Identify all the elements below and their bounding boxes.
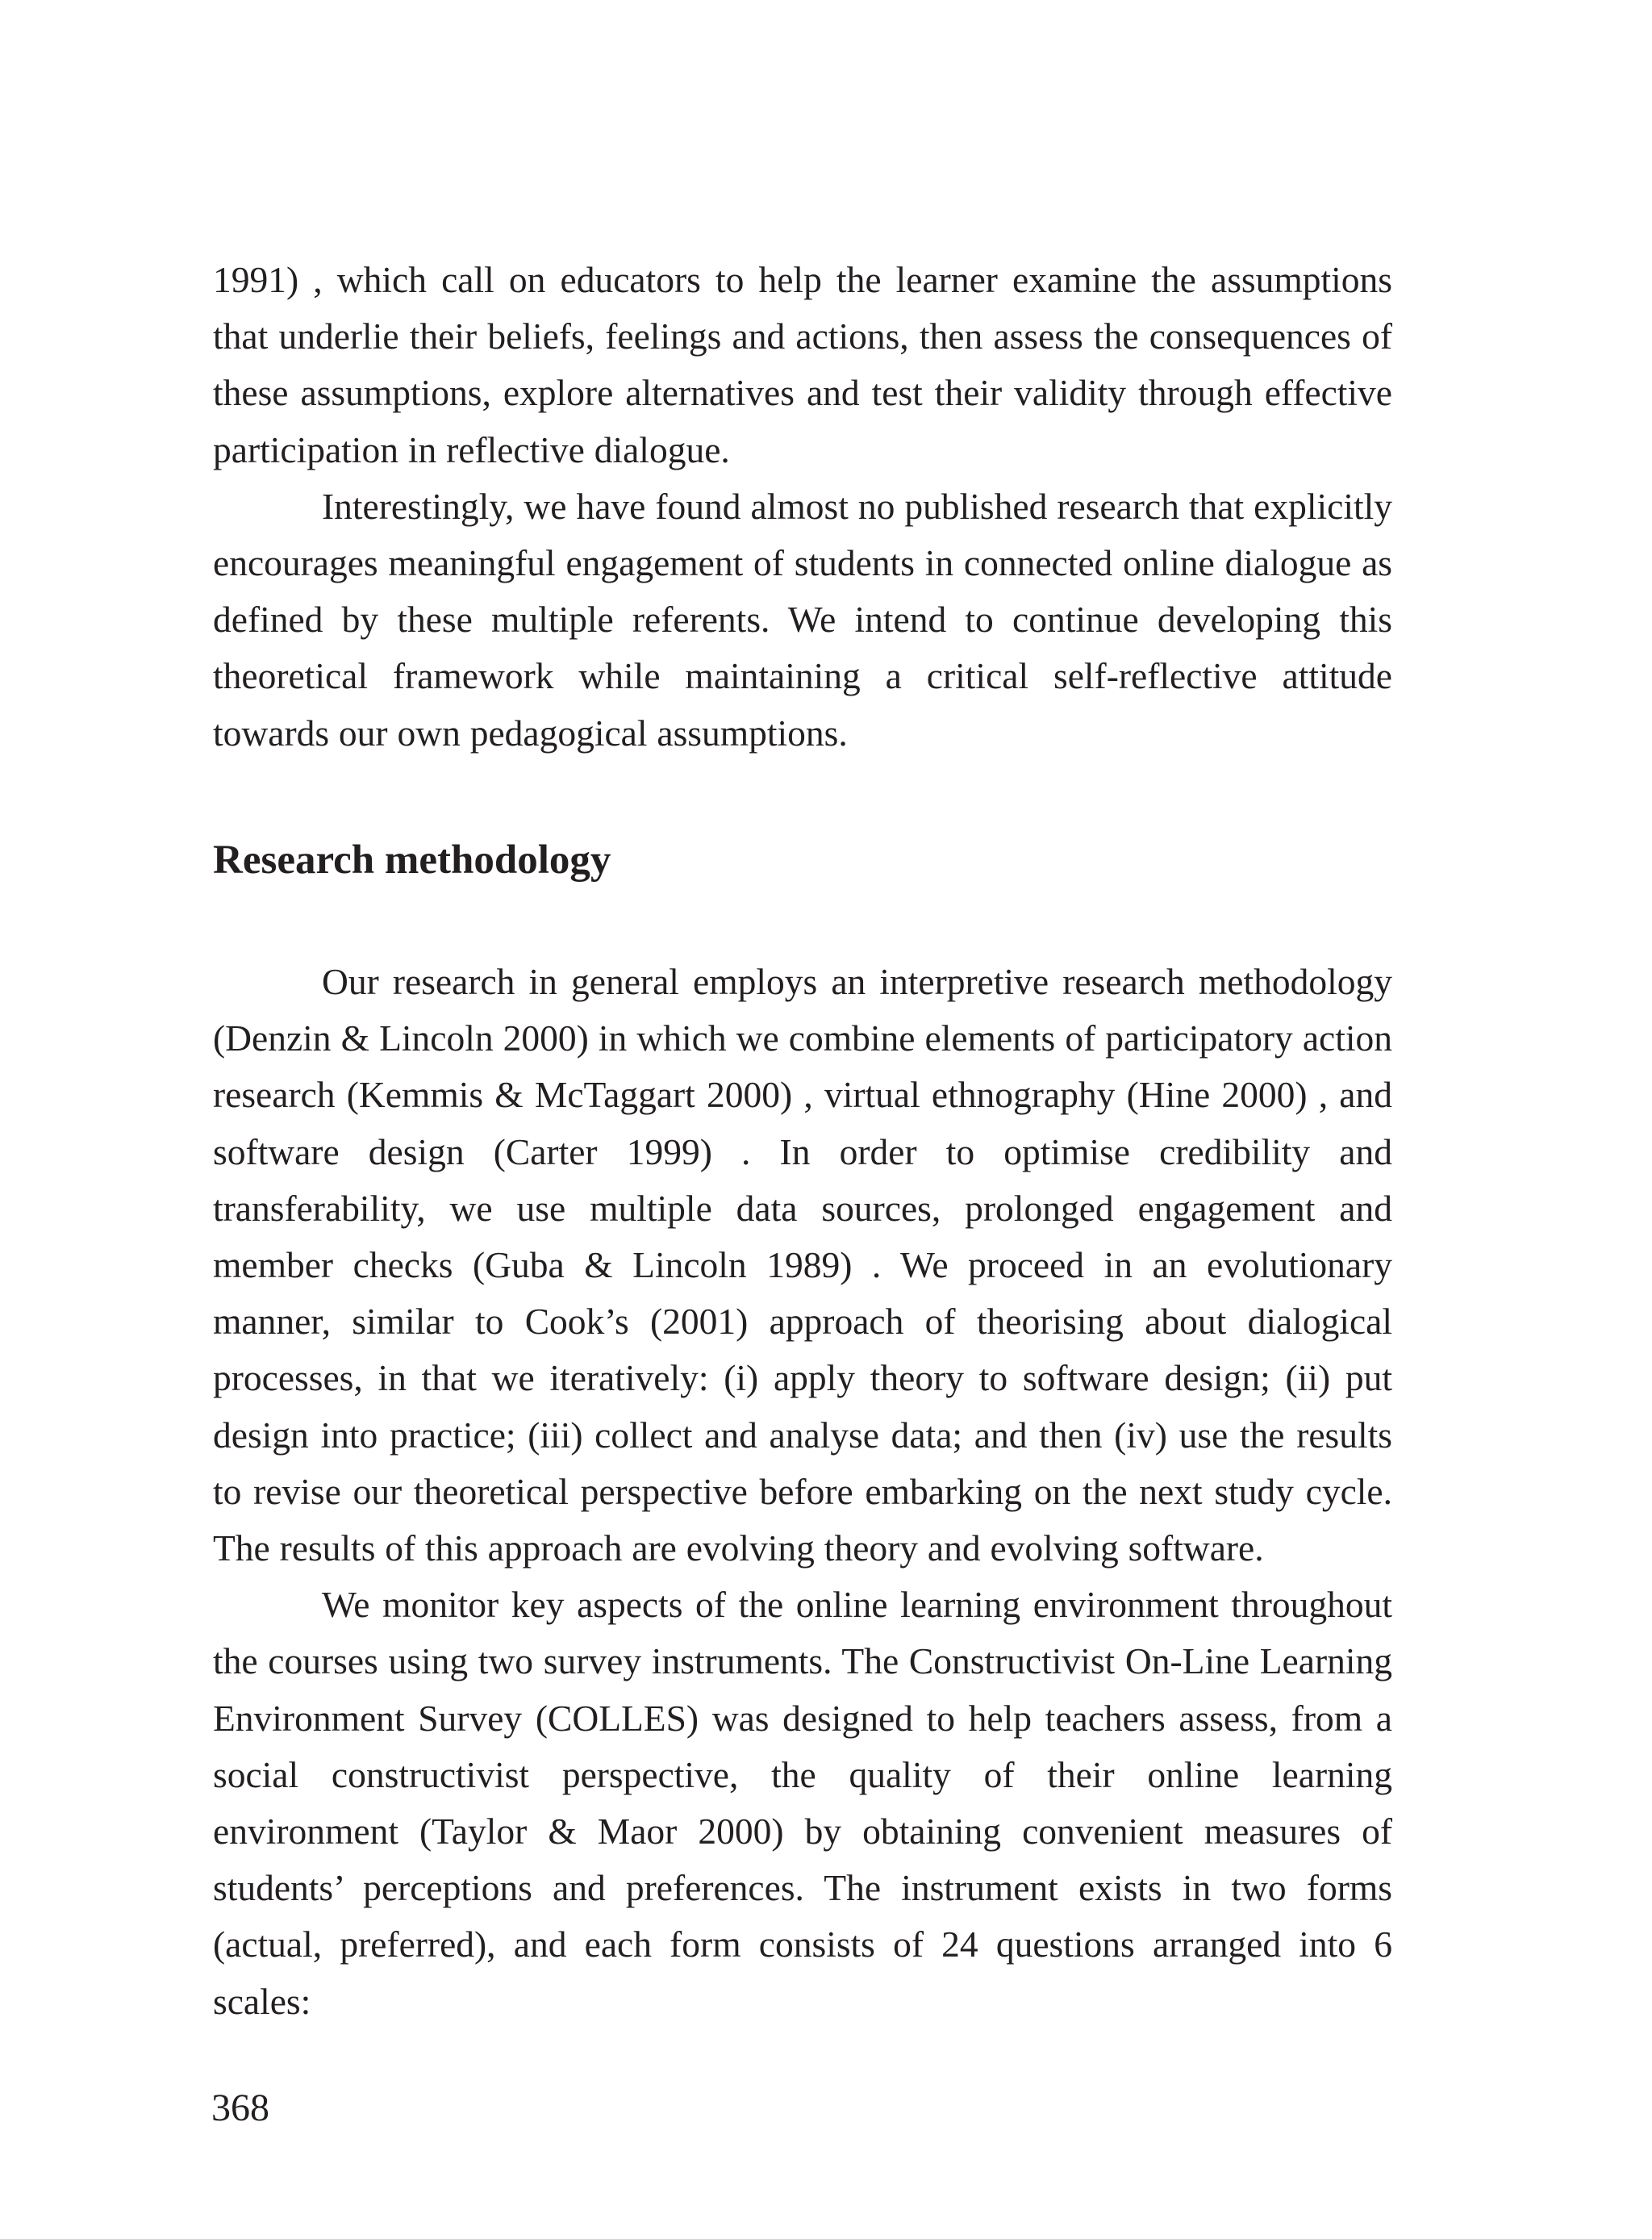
- paragraph-interestingly: Interestingly, we have found almost no published research that explicitly encourages meaningful engagement of students in connected online dialogue as defined by these multiple referents. We intend to continue developing this theoretical framework while maintaining a critical self-reflective attitude towards our own pedagogical assumptions.: [213, 485, 1392, 754]
- section-methodology: [213, 954, 1392, 2030]
- paragraph-continuation: 1991) , which call on educators to help the learner examine the assumptions that underlie their beliefs, feelings and actions, then assess the consequences of these assumptions, explore alternatives and test their validity through effective participation in reflective dialogue.: [213, 259, 1392, 470]
- section-intro: [213, 252, 1392, 762]
- paragraph-methodology: Our research in general employs an interpretive research methodology (Denzin & Lincoln 2000) in which we combine elements of participatory action research (Kemmis & McTaggart 2000) , virtual ethnography (Hine 2000) , and software design (Carter 1999) . In order to optimise credibility and transferability, we use multiple data sources, prolonged engagement and member checks (Guba & Lincoln 1989) . We proceed in an evolutionary manner, similar to Cook’s (2001) approach of theorising about dialogical processes, in that we iteratively: (i) apply theory to software design; (ii) put design into practice; (iii) collect and analyse data; and then (iv) use the results to revise our theoretical perspective before embarking on the next study cycle. The results of this approach are evolving theory and evolving software.: [213, 961, 1392, 1569]
- section-heading: Research methodology: [213, 838, 611, 883]
- paragraph-survey-instruments: We monitor key aspects of the online learning environment throughout the courses using two survey instruments. The Constructivist On-Line Learning Environment Survey (COLLES) was designed to help teachers assess, from a social constructivist perspective, the quality of their online learning environment (Taylor & Maor 2000) by obtaining convenient measures of students’ perceptions and preferences. The instrument exists in two forms (actual, preferred), and each form consists of 24 questions arranged into 6 scales:: [213, 1584, 1392, 2022]
- page-number: 368: [211, 2087, 269, 2129]
